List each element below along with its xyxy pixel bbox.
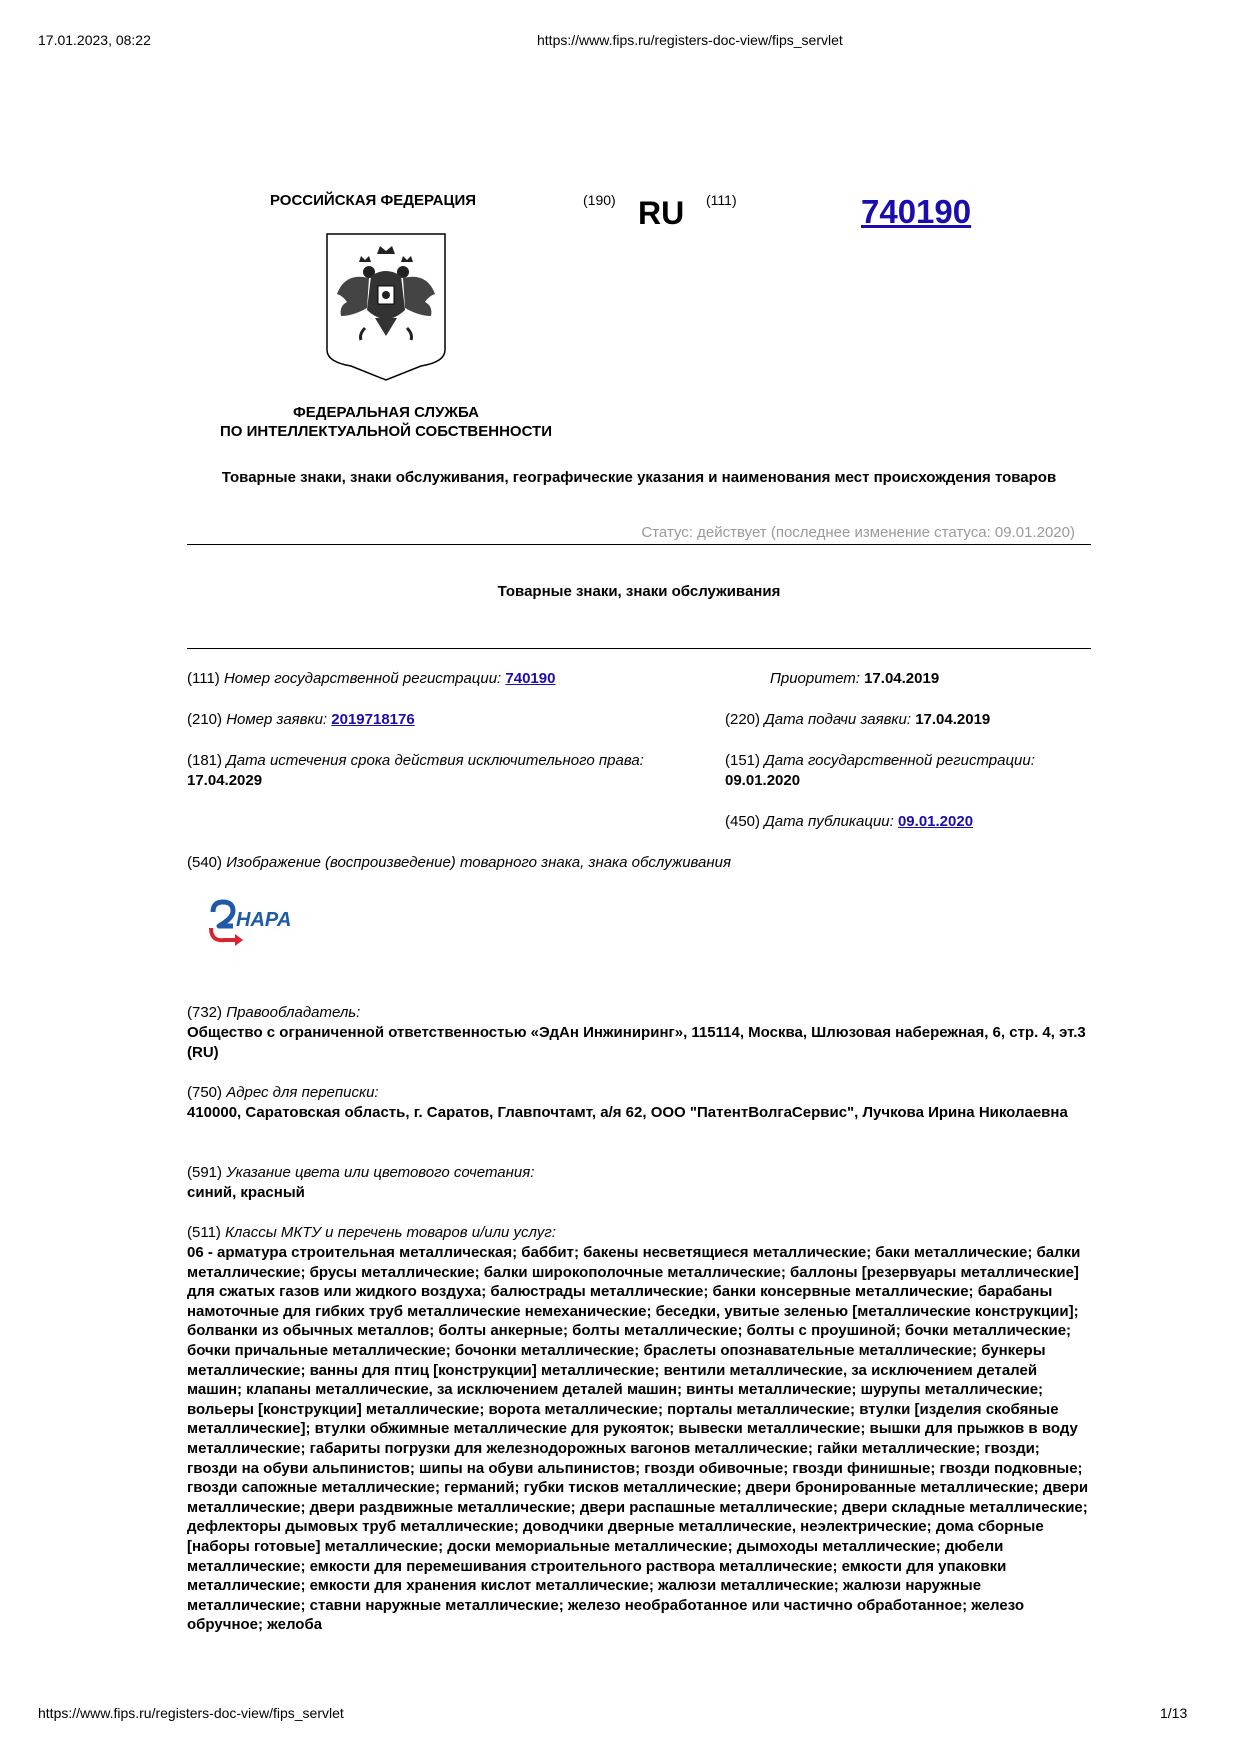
print-url[interactable]: https://www.fips.ru/registers-doc-view/fips_servlet	[537, 32, 843, 48]
field-591-label: Указание цвета или цветового сочетания:	[226, 1164, 535, 1181]
country-code-ru: RU	[638, 195, 685, 231]
field-111-label: Номер государственной регистрации:	[223, 670, 502, 687]
field-220-code: (220)	[725, 711, 761, 728]
agency-line-2: ПО ИНТЕЛЛЕКТУАЛЬНОЙ СОБСТВЕННОСТИ	[219, 423, 553, 440]
field-210	[187, 710, 415, 730]
field-210-label: Номер заявки:	[226, 711, 328, 728]
status-text: Статус: действует (последнее изменение статуса: 09.01.2020)	[641, 524, 1075, 541]
field-511-header	[187, 1223, 556, 1243]
coat-of-arms-emblem	[325, 232, 447, 382]
field-732	[187, 1003, 1092, 1063]
field-220-value: 17.04.2019	[915, 711, 991, 728]
divider-top	[187, 544, 1091, 545]
field-181-value: 17.04.2029	[187, 772, 263, 789]
divider-bottom	[187, 648, 1091, 649]
field-181-label: Дата истечения срока действия исключительного права:	[226, 752, 644, 769]
section-title: Товарные знаки, знаки обслуживания, географические указания и наименования мест происхождения товаров	[221, 469, 1057, 486]
application-number-link[interactable]: 2019718176	[331, 711, 415, 728]
footer-url[interactable]: https://www.fips.ru/registers-doc-view/fips_servlet	[38, 1705, 344, 1721]
agency-line-1: ФЕДЕРАЛЬНАЯ СЛУЖБА	[292, 404, 480, 421]
field-540-code: (540)	[187, 854, 223, 871]
field-750-label: Адрес для переписки:	[226, 1084, 379, 1101]
field-450-code: (450)	[725, 813, 761, 830]
field-750-code: (750)	[187, 1084, 223, 1101]
field-111-code: (111)	[187, 670, 220, 687]
field-750	[187, 1083, 1092, 1123]
field-732-label: Правообладатель:	[226, 1004, 361, 1021]
country-name: РОССИЙСКАЯ ФЕДЕРАЦИЯ	[270, 192, 477, 209]
field-111	[187, 669, 555, 689]
priority-label: Приоритет:	[770, 670, 860, 687]
document-type: Товарные знаки, знаки обслуживания	[497, 583, 781, 600]
field-111-link[interactable]: 740190	[505, 670, 556, 687]
field-210-code: (210)	[187, 711, 223, 728]
field-450	[725, 812, 973, 832]
print-datetime: 17.01.2023, 08:22	[38, 32, 151, 48]
field-151-code: (151)	[725, 752, 761, 769]
priority-value: 17.04.2019	[864, 670, 940, 687]
field-591-code: (591)	[187, 1164, 223, 1181]
goods-services-list: 06 - арматура строительная металлическая; баббит; бакены несветящиеся металлические; баки металлические; балки металлические; брусы металлические; балки широкополочные металлические; баллоны [резервуары металлические] для сжатых газов или жидкого воздуха; балюстрады металлические; банки консервные металлические; барабаны намоточные для гибких труб металлические немеханические; беседки, увитые зеленью [металлические конструкции]; болванки из обычных металлов; болты анкерные; болты металлические; болты с проушиной; бочки металлические; бочки причальные металлические; бочонки металлические; браслеты опознавательные металлические; бункеры металлические; ванны для птиц [конструкции] металлические; вентили металлические, за исключением деталей машин; клапаны металлические, за исключением деталей машин; винты металлические; шурупы металлические; вольеры [конструкции] металлические; ворота металлические; порталы металлические; втулки [изделия скобяные металлические]; втулки обжимные металлические для рукояток; вывески металлические; вышки для прыжков в воду металлические; габариты погрузки для железнодорожных вагонов металлические; гайки металлические; гвозди; гвозди на обуви альпинистов; шипы на обуви альпинистов; гвозди обивочные; гвозди финишные; гвозди подковные; гвозди сапожные металлические; германий; губки тисков металлические; двери бронированные металлические; двери металлические; двери раздвижные металлические; двери распашные металлические; двери складные металлические; дефлекторы дымовых труб металлические; доводчики дверные металлические, неэлектрические; дома сборные [наборы готовые] металлические; доски мемориальные металлические; дымоходы металлические; дюбели металлические; емкости для перемешивания строительного раствора металлические; емкости для упаковки металлические; емкости для хранения кислот металлические; жалюзи металлические; жалюзи наружные металлические; ставни наружные металлические; железо необработанное или частично обработанное; железо обручное; желоба	[187, 1244, 1089, 1634]
publication-date-link[interactable]: 09.01.2020	[897, 813, 974, 830]
registration-number-link[interactable]: 740190	[861, 193, 972, 230]
rightholder-value: Общество с ограниченной ответственностью «ЭдАн Инжиниринг», 115114, Москва, Шлюзовая набережная, 6, стр. 4, эт.3 (RU)	[187, 1024, 1086, 1061]
field-450-label: Дата публикации:	[764, 813, 894, 830]
field-511-label: Классы МКТУ и перечень товаров и/или услуг:	[225, 1224, 556, 1241]
code-111: (111)	[706, 192, 737, 208]
code-190: (190)	[583, 192, 616, 208]
field-220-label: Дата подачи заявки:	[764, 711, 912, 728]
trademark-logo-image	[207, 898, 303, 948]
field-540-label: Изображение (воспроизведение) товарного знака, знака обслуживания	[226, 854, 732, 871]
agency-name	[200, 403, 572, 441]
field-151-label: Дата государственной регистрации:	[764, 752, 1035, 769]
color-value: синий, красный	[187, 1184, 305, 1201]
field-181	[187, 751, 707, 791]
field-732-code: (732)	[187, 1004, 223, 1021]
field-540	[187, 853, 731, 873]
field-591	[187, 1163, 1092, 1203]
correspondence-address: 410000, Саратовская область, г. Саратов, Главпочтамт, а/я 62, ООО "ПатентВолгаСервис", Лучкова Ирина Николаевна	[187, 1104, 1068, 1121]
field-511-code: (511)	[187, 1224, 221, 1241]
trademark-logo-text: НАРА	[236, 909, 292, 931]
field-181-code: (181)	[187, 752, 223, 769]
field-220	[725, 710, 990, 730]
page-counter: 1/13	[1160, 1705, 1188, 1721]
field-priority	[770, 669, 939, 689]
field-151-value: 09.01.2020	[725, 772, 801, 789]
field-151	[725, 751, 1095, 791]
